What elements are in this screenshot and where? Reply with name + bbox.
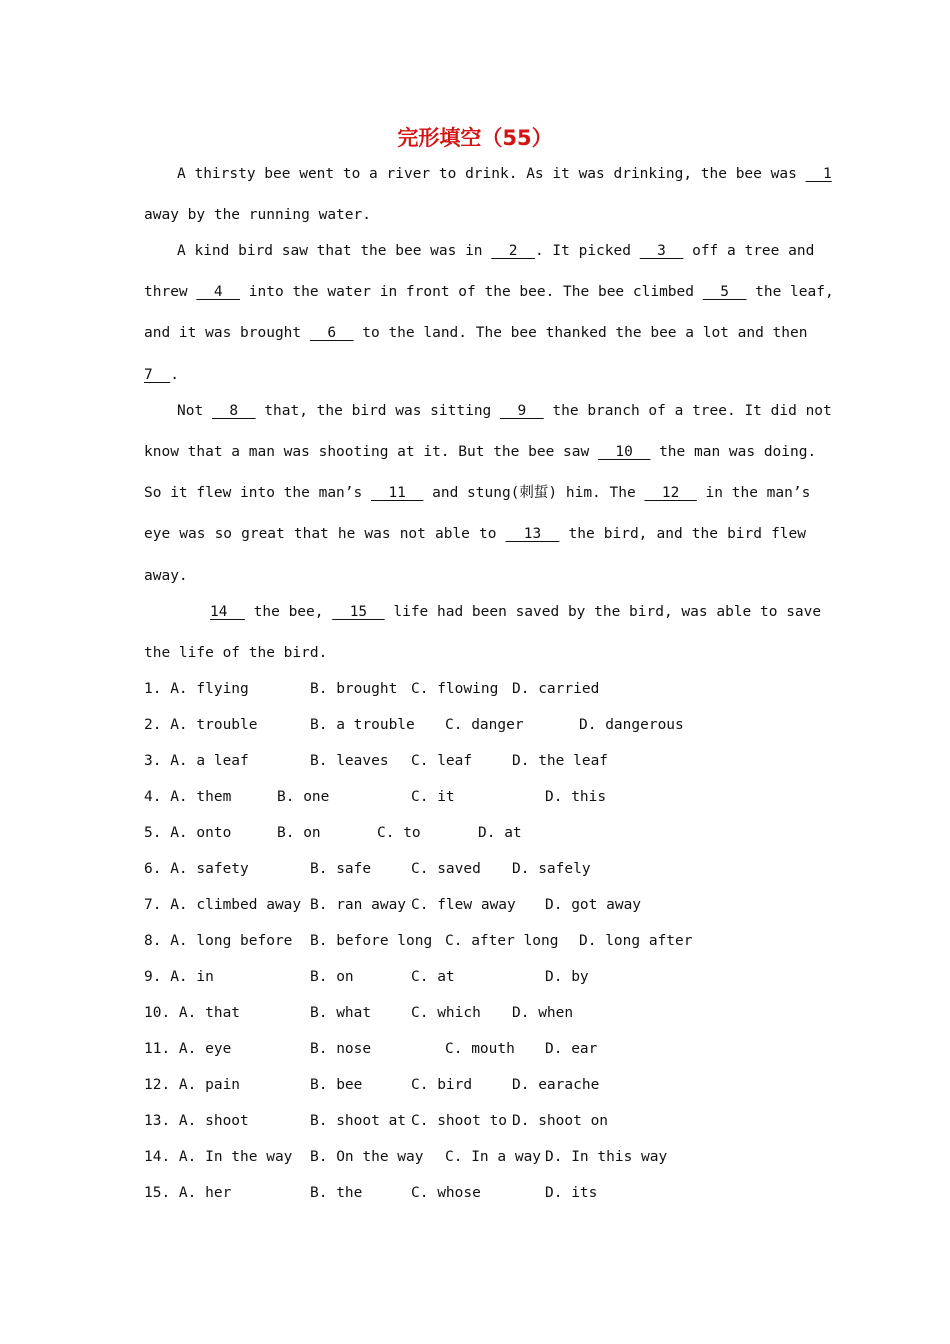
passage-line [144,164,832,184]
passage-line: away by the running water. [144,207,371,223]
option-c: C. flowing [411,681,499,697]
option-a: 13. A. shoot [144,1113,249,1129]
option-d: D. carried [512,681,600,697]
blank-8: 8 [211,403,256,419]
passage-line [144,401,832,421]
passage-text: and it was brought [144,325,310,341]
passage-text: A thirsty bee went to a river to drink. As it was drinking, the bee was [177,166,806,182]
question-1 [144,679,806,699]
passage-text: know that a man was shooting at it. But the bee saw [144,444,598,460]
blank-3: 3 [639,243,684,259]
blank-11: 11 [370,485,424,501]
question-13 [144,1111,806,1131]
question-6 [144,859,806,879]
passage-text: the bee, [244,604,333,620]
option-d: D. In this way [545,1149,668,1165]
question-7 [144,895,806,915]
passage-line [144,365,179,385]
option-b: B. on [277,825,321,841]
option-b: B. On the way [310,1149,424,1165]
question-5 [144,823,806,843]
option-a: 6. A. safety [144,861,249,877]
option-b: B. a trouble [310,717,415,733]
option-b: B. brought [310,681,398,697]
blank-4: 4 [196,284,241,300]
option-c: C. to [377,825,421,841]
question-15 [144,1183,806,1203]
option-c: C. leaf [411,753,473,769]
passage-text: . [170,367,179,383]
passage-text: So it flew into the man’s [144,485,371,501]
passage-text: and stung(刺蜇) him. The [423,485,645,501]
option-d: D. its [545,1185,598,1201]
option-c: C. mouth [445,1041,515,1057]
passage-line [144,483,811,503]
option-d: D. this [545,789,607,805]
blank-13: 13 [505,526,560,542]
passage-text: threw [144,284,197,300]
passage-line [144,323,806,343]
question-2 [144,715,806,735]
blank-2: 2 [491,243,535,259]
option-a: 14. A. In the way [144,1149,293,1165]
passage-line [144,282,834,302]
option-b: B. on [310,969,354,985]
question-12 [144,1075,806,1095]
blank-6: 6 [309,325,354,341]
option-c: C. In a way [445,1149,542,1165]
question-10 [144,1003,806,1023]
option-c: C. bird [411,1077,473,1093]
question-9 [144,967,806,987]
question-3 [144,751,806,771]
option-a: 7. A. climbed away [144,897,302,913]
option-a: 5. A. onto [144,825,232,841]
option-d: D. by [545,969,589,985]
option-d: D. safely [512,861,591,877]
question-14 [144,1147,806,1167]
option-d: D. dangerous [579,717,684,733]
option-b: B. leaves [310,753,389,769]
option-d: D. ear [545,1041,598,1057]
option-d: D. earache [512,1077,600,1093]
option-a: 10. A. that [144,1005,241,1021]
option-a: 8. A. long before [144,933,293,949]
blank-7: 7 [144,367,171,383]
passage-text: that, the bird was sitting [255,403,501,419]
blank-9: 9 [500,403,544,419]
option-a: 1. A. flying [144,681,249,697]
option-a: 4. A. them [144,789,232,805]
option-d: D. when [512,1005,574,1021]
option-b: B. shoot at [310,1113,407,1129]
blank-1: 1 [805,166,832,182]
passage-text: in the man’s [696,485,811,501]
blank-15: 15 [332,604,385,620]
option-a: 11. A. eye [144,1041,232,1057]
blank-14: 14 [210,604,245,620]
option-d: D. at [478,825,522,841]
passage-line: the life of the bird. [144,645,328,661]
blank-12: 12 [644,485,697,501]
option-a: 15. A. her [144,1185,232,1201]
passage-text: the leaf, [746,284,834,300]
option-d: D. long after [579,933,693,949]
option-c: C. shoot to [411,1113,508,1129]
option-b: B. ran away [310,897,407,913]
option-d: D. shoot on [512,1113,609,1129]
blank-5: 5 [702,284,747,300]
option-b: B. what [310,1005,372,1021]
option-c: C. whose [411,1185,481,1201]
option-a: 9. A. in [144,969,214,985]
option-c: C. flew away [411,897,516,913]
passage-line [144,442,817,462]
option-a: 2. A. trouble [144,717,258,733]
option-d: D. got away [545,897,642,913]
question-8 [144,931,806,951]
option-c: C. saved [411,861,481,877]
option-b: B. safe [310,861,372,877]
passage-line [144,241,815,261]
passage-text: the bird, and the bird flew [559,526,806,542]
option-c: C. at [411,969,455,985]
passage-text: A kind bird saw that the bee was in [177,243,492,259]
page-title: 完形填空（55） [397,126,553,150]
option-b: B. the [310,1185,363,1201]
passage-text: the branch of a tree. It did not [543,403,832,419]
option-b: B. one [277,789,330,805]
option-c: C. it [411,789,455,805]
passage-line: away. [144,568,188,584]
option-a: 3. A. a leaf [144,753,249,769]
passage-text: Not [177,403,212,419]
option-c: C. which [411,1005,481,1021]
passage-text: the man was doing. [650,444,817,460]
question-4 [144,787,806,807]
option-d: D. the leaf [512,753,609,769]
blank-10: 10 [597,444,651,460]
passage-line [144,602,822,622]
question-11 [144,1039,806,1059]
option-b: B. nose [310,1041,372,1057]
passage-text: to the land. The bee thanked the bee a lot and then [353,325,808,341]
passage-text: off a tree and [683,243,815,259]
passage-line [144,524,806,544]
option-a: 12. A. pain [144,1077,241,1093]
passage-text: into the water in front of the bee. The bee climbed [240,284,703,300]
option-b: B. before long [310,933,433,949]
option-c: C. danger [445,717,524,733]
option-b: B. bee [310,1077,363,1093]
option-c: C. after long [445,933,559,949]
passage-text: eye was so great that he was not able to [144,526,506,542]
passage-text: life had been saved by the bird, was able to save [384,604,822,620]
passage-text: . It picked [534,243,640,259]
